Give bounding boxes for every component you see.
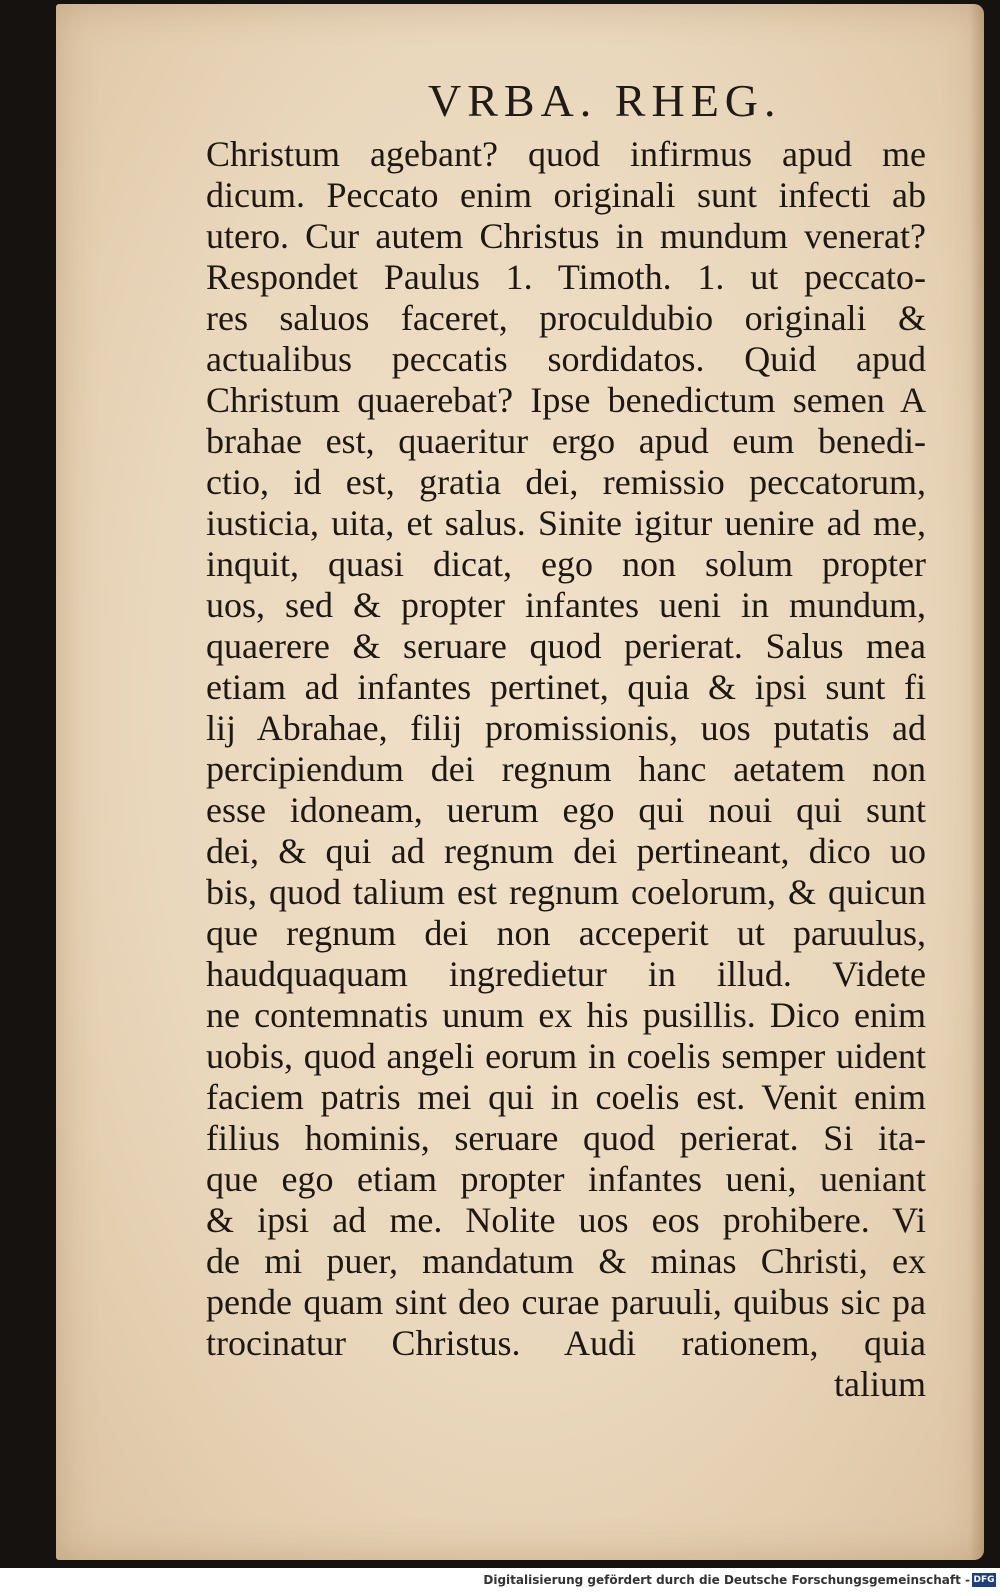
page-edge-shadow — [970, 4, 984, 1560]
page-text — [206, 134, 926, 1405]
text-line: esse idoneam, uerum ego qui noui qui sunt — [206, 790, 926, 830]
catchword: talium — [834, 1364, 926, 1404]
running-head: VRBA. RHEG. — [428, 75, 782, 126]
text-line: que regnum dei non acceperit ut paruulus, — [206, 913, 926, 953]
text-line: utero. Cur autem Christus in mundum venerat? — [206, 216, 926, 256]
text-line: dicum. Peccato enim originali sunt infecti ab — [206, 175, 926, 215]
text-line: actualibus peccatis sordidatos. Quid apud — [206, 339, 926, 379]
text-line: quaerere & seruare quod perierat. Salus mea — [206, 626, 926, 666]
text-line: res saluos faceret, proculdubio originali & — [206, 298, 926, 338]
text-line: brahae est, quaeritur ergo apud eum benedi- — [206, 421, 926, 461]
text-line: uos, sed & propter infantes ueni in mundum, — [206, 585, 926, 625]
text-line: uobis, quod angeli eorum in coelis semper uident — [206, 1036, 926, 1076]
text-line: que ego etiam propter infantes ueni, ueniant — [206, 1159, 926, 1199]
text-line: haudquaquam ingredietur in illud. Videte — [206, 954, 926, 994]
text-line: iusticia, uita, et salus. Sinite igitur uenire ad me, — [206, 503, 926, 543]
text-line: Respondet Paulus 1. Timoth. 1. ut peccato- — [206, 257, 926, 297]
text-line: faciem patris mei qui in coelis est. Venit enim — [206, 1077, 926, 1117]
text-line: Christum quaerebat? Ipse benedictum semen A — [206, 380, 926, 420]
text-line: de mi puer, mandatum & minas Christi, ex — [206, 1241, 926, 1281]
text-line: ne contemnatis unum ex his pusillis. Dico enim — [206, 995, 926, 1035]
text-line: trocinatur Christus. Audi rationem, quia — [206, 1323, 926, 1363]
text-line: ctio, id est, gratia dei, remissio peccatorum, — [206, 462, 926, 502]
text-line: bis, quod talium est regnum coelorum, & quicun — [206, 872, 926, 912]
text-line: pende quam sint deo curae paruuli, quibus sic pa — [206, 1282, 926, 1322]
text-line: lij Abrahae, filij promissionis, uos putatis ad — [206, 708, 926, 748]
text-line: filius hominis, seruare quod perierat. Si ita- — [206, 1118, 926, 1158]
footer-bar — [0, 1568, 1000, 1596]
footer-credit: Digitalisierung gefördert durch die Deutsche Forschungsgemeinschaft - — [483, 1573, 970, 1587]
text-line: inquit, quasi dicat, ego non solum propter — [206, 544, 926, 584]
text-line: & ipsi ad me. Nolite uos eos prohibere. Vi — [206, 1200, 926, 1240]
text-line: percipiendum dei regnum hanc aetatem non — [206, 749, 926, 789]
text-line: etiam ad infantes pertinet, quia & ipsi sunt fi — [206, 667, 926, 707]
dfg-logo-icon: DFG — [973, 1575, 995, 1585]
text-line: Christum agebant? quod infirmus apud me — [206, 134, 926, 174]
text-line: dei, & qui ad regnum dei pertineant, dico uo — [206, 831, 926, 871]
